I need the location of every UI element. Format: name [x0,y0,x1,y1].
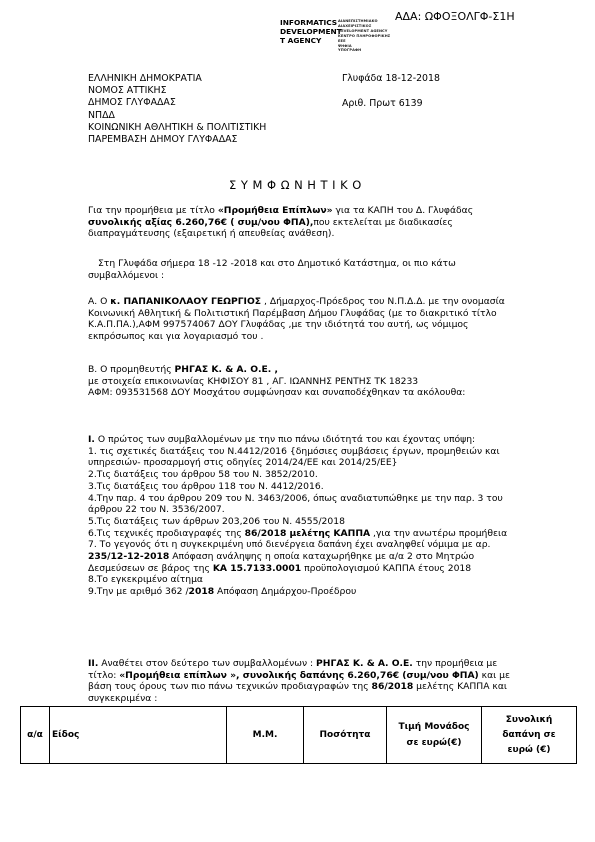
logo-small-line: ΚΕΝΤΡΟ ΠΛΗΡΟΦΟΡΙΚΗΣ [338,33,391,38]
logo-informatics-agency [280,18,342,45]
procurement-title: «Προμήθεια Επίπλων» [217,205,333,216]
supplier-name: ΡΗΓΑΣ Κ. & Α. Ο.Ε. [316,658,413,669]
issuer-line: ΔΗΜΟΣ ΓΛΥΦΑΔΑΣ [88,97,176,109]
study-number: 86/2018 μελέτης ΚΑΠΠΑ [244,527,371,539]
intro-text: που εκτελείται με διαδικασίες διαπραγμάτευσης (εξαιρετική ή απευθείας ανάθεση). [88,216,453,240]
section-two-text: και με βάση τους όρους των πιο πάνω τεχνικών προδιαγραφών της [88,669,510,693]
issuer-line: ΝΟΜΟΣ ΑΤΤΙΚΗΣ [88,85,167,97]
place-paragraph [88,258,518,281]
party-b-paragraph [88,364,518,399]
procurement-total: «Προμήθεια επίπλων », συνολικής δαπάνης 6.260,76€ (συμ/νου ΦΠΑ) [119,669,479,681]
items-table [20,706,577,764]
logo-small-line: DEVELOPMENT AGENCY [338,28,388,33]
protocol-number: Αριθ. Πρωτ 6139 [342,98,423,109]
col-quantity: Ποσότητα [304,707,387,764]
intro-text: Για την προμήθεια με τίτλο [88,205,218,216]
item-7-text: προϋπολογισμού ΚΑΠΠΑ έτους 2018 [301,562,472,574]
decision-year: 2018 [188,586,215,598]
section-one-item: 1. τις σχετικές διατάξεις του Ν.4412/2016 {δημόσιες συμβάσεις έργων, προμηθειών και υπηρεσιών- προσαρμογή στις οδηγίες 2014/24/ΕΕ και 2014/25/ΕΕ} [88,445,500,469]
budget-code: ΚΑ 15.7133.0001 [212,562,302,574]
issuer-line: ΝΠΔΔ [88,109,115,121]
study-number: 86/2018 [371,681,414,693]
issuer-line: ΠΑΡΕΜΒΑΣΗ ΔΗΜΟΥ ΓΛΥΦΑΔΑΣ [88,134,238,146]
col-unit-price [387,707,482,764]
decision-number: 235/12-12-2018 [88,551,170,563]
item-7-text: 7. Το γεγονός ότι η συγκεκριμένη υπό διενέργεια δαπάνη έχει αναληφθεί νόμιμα με αρ. [88,539,491,551]
col-total-line: ευρώ (€) [507,745,551,755]
logo-small-line: ΥΠΟΓΡΑΦΗ [338,48,362,53]
logo-small-text [338,19,390,53]
col-aa: α/α [21,707,50,764]
ada-code: ΑΔΑ: ΩΦΟΞΟΛΓΦ-Σ1Η [395,10,515,23]
item-6-text: ,για την ανωτέρω προμήθεια [370,527,508,539]
section-two [88,658,518,705]
logo-line: INFORMATICS [280,18,338,27]
section-one-item: 5.Τις διατάξεις των άρθρων 203,206 του Ν. 4555/2018 [88,515,345,527]
section-one-heading: Ο πρώτος των συμβαλλομένων με την πιο πάνω ιδιότητά του και έχοντας υπόψη: [94,434,476,445]
logo-small-line: ΨΗΦΙΑ [338,43,352,48]
col-total-line: δαπάνη σε [502,730,556,740]
section-one-item: 3.Τις διατάξεις του άρθρου 118 του Ν. 4412/2016. [88,480,324,492]
intro-text: για τα ΚΑΠΗ του Δ. Γλυφάδας [332,205,474,216]
logo-small-line: ΕΕΕ [338,38,346,43]
section-two-number: ΙΙ. [88,658,99,669]
party-b-prefix: Β. Ο προμηθευτής [88,364,175,375]
party-a-text: , Δήμαρχος-Πρόεδρος του Ν.Π.Δ.Δ. με την ονομασία Κοινωνική Αθλητική & Πολιτιστική Παρέμβαση Δήμου Γλυφάδας (με το διακριτικό τίτλο Κ.Α.Π.ΠΑ.),ΑΦΜ 997574067 ΔΟΥ Γλυφάδας ,με την ιδιότητά του αυτή, ως νόμιμος εκπρόσωπος και για λογαριασμό του . [88,296,505,343]
party-a-paragraph [88,296,518,343]
col-unit: Μ.Μ. [227,707,304,764]
col-unit-price-line: σε ευρώ(€) [406,738,462,748]
supplier-name: ΡΗΓΑΣ Κ. & Α. Ο.Ε. , [174,364,278,375]
table-header-row [21,707,577,764]
document-title: ΣΥΜΦΩΝΗΤΙΚΟ [229,178,366,192]
col-unit-price-line: Τιμή Μονάδος [398,722,470,732]
logo-line: DEVELOPMENT [280,27,342,36]
logo-line: T AGENCY [280,36,322,45]
total-value: συνολικής αξίας 6.260,76€ ( συμ/νου ΦΠΑ), [88,216,314,228]
section-two-text: Αναθέτει στον δεύτερο των συμβαλλομένων : [98,658,317,669]
supplier-contact: με στοιχεία επικοινωνίας ΚΗΦΙΣΟΥ 81 , ΑΓ. ΙΩΑΝΝΗΣ ΡΕΝΤΗΣ ΤΚ 18233 [88,375,419,387]
section-one-item: 4.Την παρ. 4 του άρθρου 209 του Ν. 3463/2006, όπως αναδιατυπώθηκε με την παρ. 3 του άρθρου 22 του Ν. 3536/2007. [88,492,503,516]
supplier-tax: ΑΦΜ: 093531568 ΔΟΥ Μοσχάτου συμφώνησαν και συναποδέχθηκαν τα ακόλουθα: [88,387,466,399]
section-one-item: 8.Το εγκεκριμένο αίτημα [88,574,203,586]
section-two-text: την προμήθεια με τίτλο: [88,658,498,681]
logo-small-line: ΔΙΑΝΕΠΙΣΤΗΜΙΑΚΟ [338,19,378,23]
section-one [88,434,518,598]
document-date: Γλυφάδα 18-12-2018 [342,73,440,84]
item-7-text: Απόφαση ανάληψης η οποία καταχωρήθηκε με α/α 2 στο Μητρώο Δεσμεύσεων σε βάρος της [88,551,475,574]
item-9-text: Απόφαση Δημάρχου-Προέδρου [214,586,357,598]
col-item: Είδος [50,707,227,764]
col-total-line: Συνολική [505,715,553,725]
col-total [482,707,577,764]
item-9-text: 9.Την με αριθμό 362 / [88,586,189,598]
item-6-text: 6.Τις τεχνικές προδιαγραφές της [88,527,245,539]
section-two-text: μελέτης ΚΑΠΠΑ και συγκεκριμένα : [88,681,507,705]
issuer-block [88,73,266,146]
place-text: Στη Γλυφάδα σήμερα 18 -12 -2018 και στο Δημοτικό Κατάστημα, οι πιο κάτω συμβαλλόμενοι : [88,258,456,281]
logo-small-line: ΔΙΑΧΕΙΡΙΣΤΙΚΟΣ [338,23,372,28]
party-a-name: κ. ΠΑΠΑΝΙΚΟΛΑΟΥ ΓΕΩΡΓΙΟΣ [110,296,262,307]
party-a-prefix: Α. Ο [88,296,111,307]
section-one-item: 2.Τις διατάξεις του άρθρου 58 του Ν. 3852/2010. [88,469,318,481]
intro-paragraph [88,205,518,240]
issuer-line: ΚΟΙΝΩΝΙΚΗ ΑΘΛΗΤΙΚΗ & ΠΟΛΙΤΙΣΤΙΚΗ [88,121,267,133]
section-one-number: Ι. [88,434,95,445]
issuer-line: ΕΛΛΗΝΙΚΗ ΔΗΜΟΚΡΑΤΙΑ [88,73,202,84]
